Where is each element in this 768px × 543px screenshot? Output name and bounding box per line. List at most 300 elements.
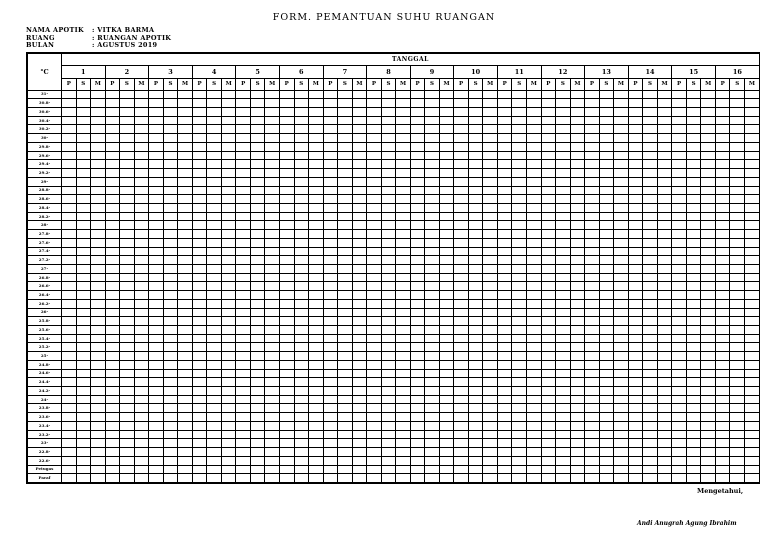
temperature-cell[interactable] [76, 343, 91, 352]
temperature-cell[interactable] [686, 108, 701, 117]
temperature-cell[interactable] [686, 256, 701, 265]
temperature-cell[interactable] [381, 195, 396, 204]
temperature-cell[interactable] [309, 169, 324, 178]
temperature-cell[interactable] [91, 369, 106, 378]
temperature-cell[interactable] [425, 474, 440, 483]
temperature-cell[interactable] [439, 230, 454, 239]
temperature-cell[interactable] [454, 448, 469, 457]
temperature-cell[interactable] [236, 125, 251, 134]
temperature-cell[interactable] [309, 334, 324, 343]
temperature-cell[interactable] [134, 108, 149, 117]
temperature-cell[interactable] [512, 387, 527, 396]
temperature-cell[interactable] [497, 291, 512, 300]
temperature-cell[interactable] [744, 308, 759, 317]
temperature-cell[interactable] [730, 99, 745, 108]
temperature-cell[interactable] [483, 125, 498, 134]
temperature-cell[interactable] [91, 151, 106, 160]
temperature-cell[interactable] [381, 308, 396, 317]
temperature-cell[interactable] [599, 395, 614, 404]
temperature-cell[interactable] [686, 273, 701, 282]
temperature-cell[interactable] [221, 378, 236, 387]
temperature-cell[interactable] [236, 273, 251, 282]
temperature-cell[interactable] [279, 151, 294, 160]
temperature-cell[interactable] [439, 90, 454, 99]
temperature-cell[interactable] [483, 256, 498, 265]
temperature-cell[interactable] [512, 395, 527, 404]
temperature-cell[interactable] [381, 299, 396, 308]
temperature-cell[interactable] [454, 334, 469, 343]
temperature-cell[interactable] [149, 125, 164, 134]
temperature-cell[interactable] [178, 448, 193, 457]
temperature-cell[interactable] [192, 282, 207, 291]
temperature-cell[interactable] [120, 378, 135, 387]
temperature-cell[interactable] [570, 212, 585, 221]
temperature-cell[interactable] [367, 387, 382, 396]
temperature-cell[interactable] [178, 230, 193, 239]
temperature-cell[interactable] [497, 474, 512, 483]
temperature-cell[interactable] [207, 230, 222, 239]
temperature-cell[interactable] [250, 404, 265, 413]
temperature-cell[interactable] [396, 343, 411, 352]
temperature-cell[interactable] [585, 369, 600, 378]
temperature-cell[interactable] [744, 256, 759, 265]
temperature-cell[interactable] [715, 90, 730, 99]
temperature-cell[interactable] [367, 360, 382, 369]
temperature-cell[interactable] [294, 326, 309, 335]
temperature-cell[interactable] [91, 116, 106, 125]
temperature-cell[interactable] [686, 203, 701, 212]
temperature-cell[interactable] [497, 203, 512, 212]
temperature-cell[interactable] [309, 203, 324, 212]
temperature-cell[interactable] [250, 116, 265, 125]
temperature-cell[interactable] [483, 99, 498, 108]
temperature-cell[interactable] [265, 387, 280, 396]
temperature-cell[interactable] [556, 186, 571, 195]
temperature-cell[interactable] [628, 177, 643, 186]
temperature-cell[interactable] [425, 299, 440, 308]
temperature-cell[interactable] [541, 90, 556, 99]
temperature-cell[interactable] [279, 116, 294, 125]
temperature-cell[interactable] [541, 177, 556, 186]
temperature-cell[interactable] [715, 195, 730, 204]
temperature-cell[interactable] [265, 430, 280, 439]
temperature-cell[interactable] [628, 421, 643, 430]
temperature-cell[interactable] [599, 352, 614, 361]
temperature-cell[interactable] [250, 360, 265, 369]
temperature-cell[interactable] [207, 177, 222, 186]
temperature-cell[interactable] [468, 448, 483, 457]
temperature-cell[interactable] [381, 169, 396, 178]
temperature-cell[interactable] [265, 203, 280, 212]
temperature-cell[interactable] [163, 212, 178, 221]
temperature-cell[interactable] [744, 387, 759, 396]
temperature-cell[interactable] [338, 439, 353, 448]
temperature-cell[interactable] [541, 282, 556, 291]
temperature-cell[interactable] [497, 308, 512, 317]
temperature-cell[interactable] [192, 116, 207, 125]
temperature-cell[interactable] [91, 334, 106, 343]
temperature-cell[interactable] [657, 125, 672, 134]
temperature-cell[interactable] [309, 177, 324, 186]
temperature-cell[interactable] [556, 151, 571, 160]
temperature-cell[interactable] [236, 151, 251, 160]
temperature-cell[interactable] [497, 387, 512, 396]
temperature-cell[interactable] [628, 186, 643, 195]
temperature-cell[interactable] [614, 212, 629, 221]
temperature-cell[interactable] [163, 195, 178, 204]
temperature-cell[interactable] [744, 404, 759, 413]
temperature-cell[interactable] [352, 256, 367, 265]
temperature-cell[interactable] [410, 221, 425, 230]
temperature-cell[interactable] [294, 221, 309, 230]
temperature-cell[interactable] [134, 90, 149, 99]
temperature-cell[interactable] [105, 421, 120, 430]
temperature-cell[interactable] [120, 404, 135, 413]
temperature-cell[interactable] [134, 352, 149, 361]
temperature-cell[interactable] [120, 421, 135, 430]
temperature-cell[interactable] [439, 282, 454, 291]
temperature-cell[interactable] [512, 195, 527, 204]
temperature-cell[interactable] [497, 256, 512, 265]
temperature-cell[interactable] [221, 343, 236, 352]
temperature-cell[interactable] [425, 282, 440, 291]
temperature-cell[interactable] [178, 203, 193, 212]
temperature-cell[interactable] [744, 299, 759, 308]
temperature-cell[interactable] [149, 448, 164, 457]
temperature-cell[interactable] [730, 230, 745, 239]
temperature-cell[interactable] [221, 203, 236, 212]
temperature-cell[interactable] [715, 317, 730, 326]
temperature-cell[interactable] [381, 334, 396, 343]
temperature-cell[interactable] [730, 186, 745, 195]
temperature-cell[interactable] [62, 317, 77, 326]
temperature-cell[interactable] [410, 326, 425, 335]
temperature-cell[interactable] [730, 395, 745, 404]
temperature-cell[interactable] [497, 108, 512, 117]
temperature-cell[interactable] [323, 378, 338, 387]
temperature-cell[interactable] [62, 430, 77, 439]
temperature-cell[interactable] [250, 326, 265, 335]
temperature-cell[interactable] [686, 308, 701, 317]
temperature-cell[interactable] [497, 413, 512, 422]
temperature-cell[interactable] [120, 413, 135, 422]
temperature-cell[interactable] [381, 125, 396, 134]
temperature-cell[interactable] [338, 212, 353, 221]
temperature-cell[interactable] [134, 456, 149, 465]
temperature-cell[interactable] [192, 230, 207, 239]
temperature-cell[interactable] [730, 430, 745, 439]
temperature-cell[interactable] [744, 238, 759, 247]
temperature-cell[interactable] [657, 203, 672, 212]
temperature-cell[interactable] [425, 177, 440, 186]
temperature-cell[interactable] [657, 273, 672, 282]
temperature-cell[interactable] [236, 395, 251, 404]
temperature-cell[interactable] [149, 142, 164, 151]
temperature-cell[interactable] [744, 282, 759, 291]
temperature-cell[interactable] [149, 387, 164, 396]
temperature-cell[interactable] [309, 108, 324, 117]
temperature-cell[interactable] [236, 387, 251, 396]
temperature-cell[interactable] [134, 369, 149, 378]
temperature-cell[interactable] [643, 125, 658, 134]
temperature-cell[interactable] [672, 343, 687, 352]
temperature-cell[interactable] [396, 195, 411, 204]
temperature-cell[interactable] [396, 134, 411, 143]
temperature-cell[interactable] [570, 221, 585, 230]
temperature-cell[interactable] [628, 326, 643, 335]
temperature-cell[interactable] [105, 334, 120, 343]
temperature-cell[interactable] [744, 142, 759, 151]
temperature-cell[interactable] [76, 142, 91, 151]
temperature-cell[interactable] [236, 116, 251, 125]
temperature-cell[interactable] [149, 421, 164, 430]
temperature-cell[interactable] [105, 177, 120, 186]
temperature-cell[interactable] [556, 160, 571, 169]
temperature-cell[interactable] [672, 247, 687, 256]
temperature-cell[interactable] [91, 256, 106, 265]
temperature-cell[interactable] [730, 256, 745, 265]
temperature-cell[interactable] [657, 387, 672, 396]
temperature-cell[interactable] [62, 404, 77, 413]
temperature-cell[interactable] [134, 421, 149, 430]
temperature-cell[interactable] [556, 387, 571, 396]
temperature-cell[interactable] [410, 378, 425, 387]
temperature-cell[interactable] [323, 404, 338, 413]
temperature-cell[interactable] [715, 264, 730, 273]
temperature-cell[interactable] [657, 439, 672, 448]
temperature-cell[interactable] [221, 151, 236, 160]
temperature-cell[interactable] [483, 334, 498, 343]
temperature-cell[interactable] [614, 90, 629, 99]
temperature-cell[interactable] [512, 160, 527, 169]
temperature-cell[interactable] [454, 465, 469, 474]
temperature-cell[interactable] [76, 238, 91, 247]
temperature-cell[interactable] [701, 90, 716, 99]
temperature-cell[interactable] [643, 421, 658, 430]
temperature-cell[interactable] [105, 160, 120, 169]
temperature-cell[interactable] [163, 474, 178, 483]
temperature-cell[interactable] [497, 369, 512, 378]
temperature-cell[interactable] [236, 247, 251, 256]
temperature-cell[interactable] [686, 334, 701, 343]
temperature-cell[interactable] [207, 369, 222, 378]
temperature-cell[interactable] [381, 465, 396, 474]
temperature-cell[interactable] [149, 404, 164, 413]
temperature-cell[interactable] [454, 474, 469, 483]
temperature-cell[interactable] [91, 134, 106, 143]
temperature-cell[interactable] [701, 169, 716, 178]
temperature-cell[interactable] [628, 308, 643, 317]
temperature-cell[interactable] [265, 186, 280, 195]
temperature-cell[interactable] [149, 221, 164, 230]
temperature-cell[interactable] [468, 413, 483, 422]
temperature-cell[interactable] [279, 421, 294, 430]
temperature-cell[interactable] [396, 369, 411, 378]
temperature-cell[interactable] [570, 142, 585, 151]
temperature-cell[interactable] [279, 238, 294, 247]
temperature-cell[interactable] [279, 195, 294, 204]
temperature-cell[interactable] [76, 273, 91, 282]
temperature-cell[interactable] [367, 317, 382, 326]
temperature-cell[interactable] [657, 221, 672, 230]
temperature-cell[interactable] [221, 273, 236, 282]
temperature-cell[interactable] [265, 326, 280, 335]
temperature-cell[interactable] [599, 456, 614, 465]
temperature-cell[interactable] [323, 465, 338, 474]
temperature-cell[interactable] [338, 326, 353, 335]
temperature-cell[interactable] [730, 387, 745, 396]
temperature-cell[interactable] [686, 421, 701, 430]
temperature-cell[interactable] [556, 212, 571, 221]
temperature-cell[interactable] [643, 448, 658, 457]
temperature-cell[interactable] [207, 142, 222, 151]
temperature-cell[interactable] [599, 413, 614, 422]
temperature-cell[interactable] [221, 387, 236, 396]
temperature-cell[interactable] [483, 142, 498, 151]
temperature-cell[interactable] [250, 456, 265, 465]
temperature-cell[interactable] [192, 108, 207, 117]
temperature-cell[interactable] [207, 360, 222, 369]
temperature-cell[interactable] [527, 221, 542, 230]
temperature-cell[interactable] [686, 186, 701, 195]
temperature-cell[interactable] [614, 195, 629, 204]
temperature-cell[interactable] [556, 448, 571, 457]
temperature-cell[interactable] [468, 134, 483, 143]
temperature-cell[interactable] [556, 291, 571, 300]
temperature-cell[interactable] [483, 378, 498, 387]
temperature-cell[interactable] [599, 195, 614, 204]
temperature-cell[interactable] [279, 474, 294, 483]
temperature-cell[interactable] [701, 230, 716, 239]
temperature-cell[interactable] [76, 334, 91, 343]
temperature-cell[interactable] [367, 474, 382, 483]
temperature-cell[interactable] [178, 247, 193, 256]
temperature-cell[interactable] [105, 256, 120, 265]
temperature-cell[interactable] [76, 369, 91, 378]
temperature-cell[interactable] [323, 125, 338, 134]
temperature-cell[interactable] [367, 465, 382, 474]
temperature-cell[interactable] [643, 238, 658, 247]
temperature-cell[interactable] [396, 273, 411, 282]
temperature-cell[interactable] [91, 413, 106, 422]
temperature-cell[interactable] [657, 195, 672, 204]
temperature-cell[interactable] [178, 474, 193, 483]
temperature-cell[interactable] [556, 256, 571, 265]
temperature-cell[interactable] [657, 317, 672, 326]
temperature-cell[interactable] [744, 291, 759, 300]
temperature-cell[interactable] [439, 125, 454, 134]
temperature-cell[interactable] [715, 360, 730, 369]
temperature-cell[interactable] [483, 474, 498, 483]
temperature-cell[interactable] [381, 247, 396, 256]
temperature-cell[interactable] [91, 282, 106, 291]
temperature-cell[interactable] [744, 212, 759, 221]
temperature-cell[interactable] [715, 247, 730, 256]
temperature-cell[interactable] [628, 90, 643, 99]
temperature-cell[interactable] [497, 125, 512, 134]
temperature-cell[interactable] [207, 151, 222, 160]
temperature-cell[interactable] [701, 247, 716, 256]
temperature-cell[interactable] [62, 299, 77, 308]
temperature-cell[interactable] [512, 169, 527, 178]
temperature-cell[interactable] [425, 413, 440, 422]
temperature-cell[interactable] [149, 169, 164, 178]
temperature-cell[interactable] [76, 299, 91, 308]
temperature-cell[interactable] [701, 282, 716, 291]
temperature-cell[interactable] [541, 134, 556, 143]
temperature-cell[interactable] [207, 343, 222, 352]
temperature-cell[interactable] [178, 125, 193, 134]
temperature-cell[interactable] [134, 177, 149, 186]
temperature-cell[interactable] [686, 169, 701, 178]
temperature-cell[interactable] [410, 413, 425, 422]
temperature-cell[interactable] [396, 291, 411, 300]
temperature-cell[interactable] [265, 247, 280, 256]
temperature-cell[interactable] [527, 203, 542, 212]
temperature-cell[interactable] [279, 343, 294, 352]
temperature-cell[interactable] [512, 421, 527, 430]
temperature-cell[interactable] [279, 221, 294, 230]
temperature-cell[interactable] [541, 299, 556, 308]
temperature-cell[interactable] [396, 413, 411, 422]
temperature-cell[interactable] [541, 230, 556, 239]
temperature-cell[interactable] [599, 439, 614, 448]
temperature-cell[interactable] [512, 317, 527, 326]
temperature-cell[interactable] [294, 291, 309, 300]
temperature-cell[interactable] [672, 90, 687, 99]
temperature-cell[interactable] [439, 195, 454, 204]
temperature-cell[interactable] [439, 108, 454, 117]
temperature-cell[interactable] [105, 308, 120, 317]
temperature-cell[interactable] [192, 151, 207, 160]
temperature-cell[interactable] [323, 421, 338, 430]
temperature-cell[interactable] [614, 125, 629, 134]
temperature-cell[interactable] [207, 430, 222, 439]
temperature-cell[interactable] [178, 151, 193, 160]
temperature-cell[interactable] [120, 247, 135, 256]
temperature-cell[interactable] [367, 247, 382, 256]
temperature-cell[interactable] [585, 439, 600, 448]
temperature-cell[interactable] [643, 308, 658, 317]
temperature-cell[interactable] [381, 456, 396, 465]
temperature-cell[interactable] [512, 142, 527, 151]
temperature-cell[interactable] [396, 203, 411, 212]
temperature-cell[interactable] [396, 448, 411, 457]
temperature-cell[interactable] [657, 299, 672, 308]
temperature-cell[interactable] [410, 334, 425, 343]
temperature-cell[interactable] [614, 291, 629, 300]
temperature-cell[interactable] [91, 177, 106, 186]
temperature-cell[interactable] [250, 177, 265, 186]
temperature-cell[interactable] [527, 177, 542, 186]
temperature-cell[interactable] [192, 456, 207, 465]
temperature-cell[interactable] [338, 203, 353, 212]
temperature-cell[interactable] [410, 108, 425, 117]
temperature-cell[interactable] [163, 116, 178, 125]
temperature-cell[interactable] [221, 108, 236, 117]
temperature-cell[interactable] [643, 116, 658, 125]
temperature-cell[interactable] [367, 413, 382, 422]
temperature-cell[interactable] [323, 352, 338, 361]
temperature-cell[interactable] [599, 151, 614, 160]
temperature-cell[interactable] [512, 264, 527, 273]
temperature-cell[interactable] [715, 160, 730, 169]
temperature-cell[interactable] [279, 326, 294, 335]
temperature-cell[interactable] [91, 230, 106, 239]
temperature-cell[interactable] [279, 256, 294, 265]
temperature-cell[interactable] [279, 134, 294, 143]
temperature-cell[interactable] [425, 378, 440, 387]
